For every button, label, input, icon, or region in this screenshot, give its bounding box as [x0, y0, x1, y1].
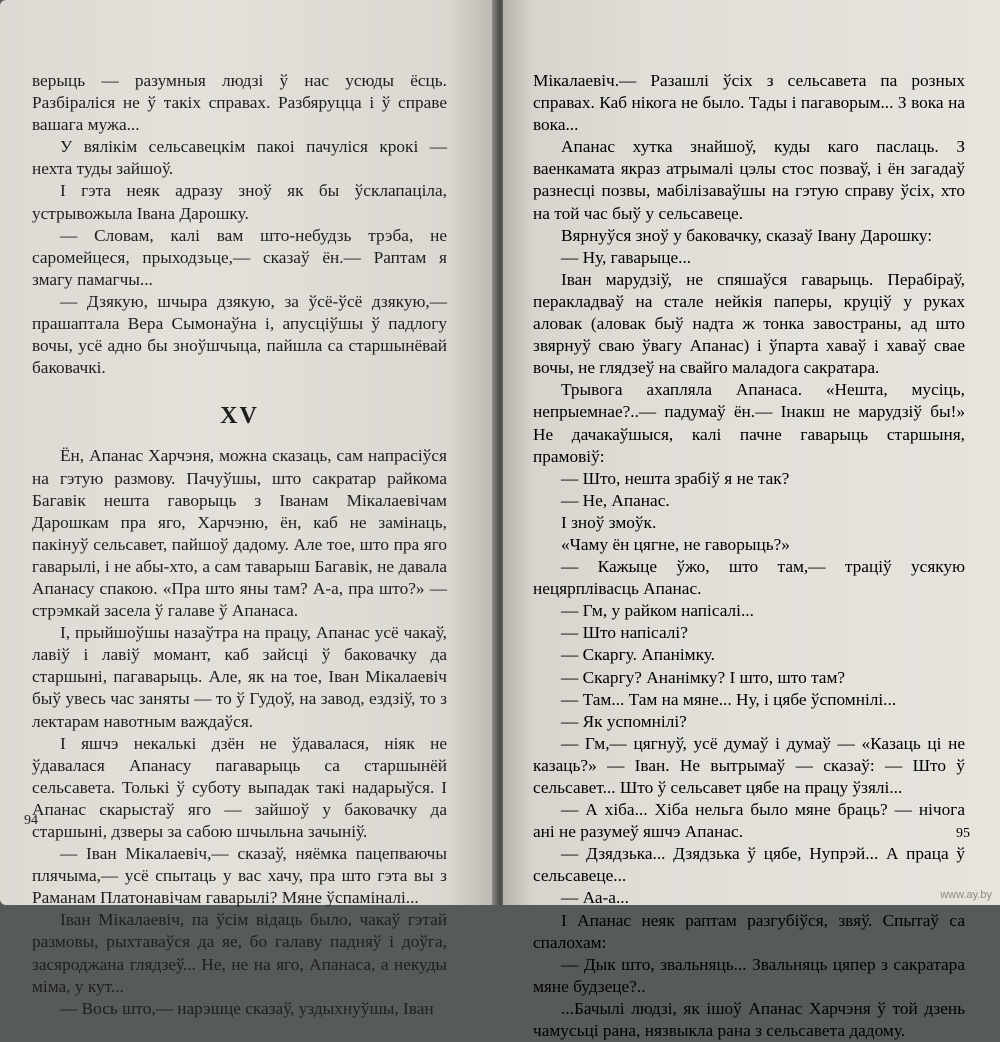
paragraph: Ён, Апанас Харчэня, можна сказаць, сам напрасіўся на гэтую размову. Пачуўшы, што сакратар райкома Багавік нешта гаворыць з Іванам Мікалаевічам Дарошкам пра яго, Харчэню, ён, каб не замінаць, пакінуў сельсавет, пайшоў дадому. Але тое, што пра яго гаварылі, і не абы-хто, а сам таварыш Багавік, не давала Апанасу спакою. «Пра што яны там? А-а, пра што?» — стрэмкай засела ў галаве ў Апанаса. — [32, 446, 447, 621]
paragraph: — Словам, калі вам што-небудзь трэба, не саромейцеся, прыходзьце,— сказаў ён.— Раптам я змагу памагчы... — [32, 225, 447, 289]
paragraph: Вярнуўся зноў у баковачку, сказаў Івану Дарошку: — [561, 225, 933, 245]
paragraph: І Апанас неяк раптам разгубіўся, звяў. Спытаў са спалохам: — [533, 910, 965, 952]
paragraph: І зноў змоўк. — [561, 512, 657, 532]
paragraph: — Што напісалі? — [561, 623, 688, 643]
paragraph: — А хіба... Хіба нельга было мяне браць? — нічога ані не разумеў яшчэ Апанас. — [533, 800, 965, 842]
left-paragraphs-before — [32, 70, 447, 379]
paragraph: І яшчэ некалькі дзён не ўдавалася, ніяк не ўдавалася Апанасу пагаварыць са старшынёй сельсавета. Толькі ў суботу выпадак такі надарыўся. І Апанас скарыстаў яго — зайшоў у баковачку да старшыні, дзверы за сабою шчыльна зачыніў. — [32, 733, 447, 841]
paragraph: «Чаму ён цягне, не гаворыць?» — [561, 534, 790, 554]
paragraph: — Гм,— цягнуў, усё думаў і думаў — «Казаць ці не казаць?» — Іван. Не вытрымаў — сказаў: — Што ў сельсавет... Што ў сельсавет цябе на працу ўзялі... — [533, 733, 965, 797]
page-number-right: 95 — [956, 826, 970, 841]
paragraph: — Іван Мікалаевіч,— сказаў, няёмка пацепваючы плячыма,— усё спытаць у вас хачу, пра што гэта вы з Раманам Платонавічам гаварылі? Мяне ўспаміналі... — [32, 844, 447, 908]
paragraph: — Ну, гаварыце... — [561, 247, 692, 267]
paragraph: — Не, Апанас. — [561, 490, 670, 510]
paragraph: — Дзякую, шчыра дзякую, за ўсё-ўсё дзякую,— прашаптала Вера Сымонаўна і, апусціўшы ў падлогу вочы, усё адно бы зноўшчыца, пайшла са старшынёвай баковачкі. — [32, 291, 447, 378]
paragraph: — Кажыце ўжо, што там,— траціў усякую нецярплівасць Апанас. — [533, 557, 965, 599]
paragraph: Іван марудзіў, не спяшаўся гаварыць. Перабіраў, перакладваў на стале нейкія паперы, круціў у руках аловак (аловак быў надта ж тонка завостраны, ад што звярнуў сваю ўвагу Апанас) і ўпарта хаваў і хаваў свае вочы, не глядзеў на свайго маладога сакратара. — [533, 269, 965, 378]
paragraph: — Там... Там на мяне... Ну, і цябе ўспомнілі... — [561, 689, 897, 709]
watermark: www.ay.by — [940, 889, 992, 901]
paragraph: — Дык што, звальняць... Звальняць цяпер з сакратара мяне будзеце?.. — [533, 954, 965, 996]
paragraph: Трывога ахапляла Апанаса. «Нешта, мусіць, непрыемнае?..— падумаў ён.— Інакш не марудзіў бы!» Не дачакаўшыся, калі пачне гаварыць старшыня, прамовіў: — [533, 380, 965, 466]
right-page-text — [533, 70, 965, 1042]
paragraph: Мікалаевіч.— Разашлі ўсіх з сельсавета па розных справах. Каб нікога не было. Тады і пагаворым... З вока на вока... — [533, 71, 965, 135]
paragraph: Апанас хутка знайшоў, куды каго паслаць. З ваенкамата якраз атрымалі цэлы стос позваў, і ён загадаў разнесці позвы, мабілізаваўшы на гэтую справу ўсіх, хто на той час быў у сельсавеце. — [533, 137, 965, 223]
paragraph: — Гм, у райком напісалі... — [561, 601, 754, 621]
left-paragraphs-after — [32, 445, 447, 1019]
chapter-heading: XV — [220, 403, 259, 430]
left-page-text — [32, 70, 447, 1020]
paragraph: — Скаргу. Апанімку. — [561, 645, 715, 665]
paragraph: верыць — разумныя людзі ў нас усюды ёсць. Разбіраліся не ў такіх справах. Разбяруцца і ў справе вашага мужа... — [32, 71, 447, 135]
paragraph: — Аа-а... — [561, 888, 629, 908]
paragraph: — Як успомнілі? — [561, 711, 687, 731]
paragraph: — Дзядзька... Дзядзька ў цябе, Нупрэй... А праца ў сельсавеце... — [533, 844, 965, 886]
paragraph: І гэта неяк адразу зноў як бы ўсклапацiла, устрывожыла Івана Дарошку. — [32, 181, 447, 223]
paragraph: — Скаргу? Ананімку? І што, што там? — [561, 667, 846, 687]
paragraph: Іван Мікалаевіч, па ўсім відаць было, чакаў гэтай размовы, рыхтаваўся да яе, бо галаву падняў і доўга, засяроджана глядзеў... Не, не на яго, Апанаса, а некуды міма, у кут... — [32, 910, 447, 996]
page-number-left: 94 — [24, 813, 38, 828]
paragraph: ...Бачылі людзі, як ішоў Апанас Харчэня ў той дзень чамусьці рана, нязвыкла рана з сельсавета дадому. — [533, 998, 965, 1041]
paragraph: — Вось што,— нарэшце сказаў, уздыхнуўшы, Іван — [60, 998, 434, 1018]
right-paragraphs — [533, 70, 965, 1042]
paragraph: — Што, нешта зрабіў я не так? — [561, 468, 790, 488]
paragraph: У вялікім сельсавецкім пакоі пачуліся крокі — нехта туды зайшоў. — [32, 137, 447, 179]
left-page — [0, 0, 497, 1018]
paragraph: І, прыйшоўшы назаўтра на працу, Апанас усё чакаў, лавіў і лавіў момант, каб зайсці ў баковачку да старшыні, пагаварыць. Але, як на тое, Іван Мікалаевіч быў увесь час заняты — то ў Гудоў, на завод, ездзіў, то з лектарам навотным важдаўся. — [32, 623, 447, 731]
